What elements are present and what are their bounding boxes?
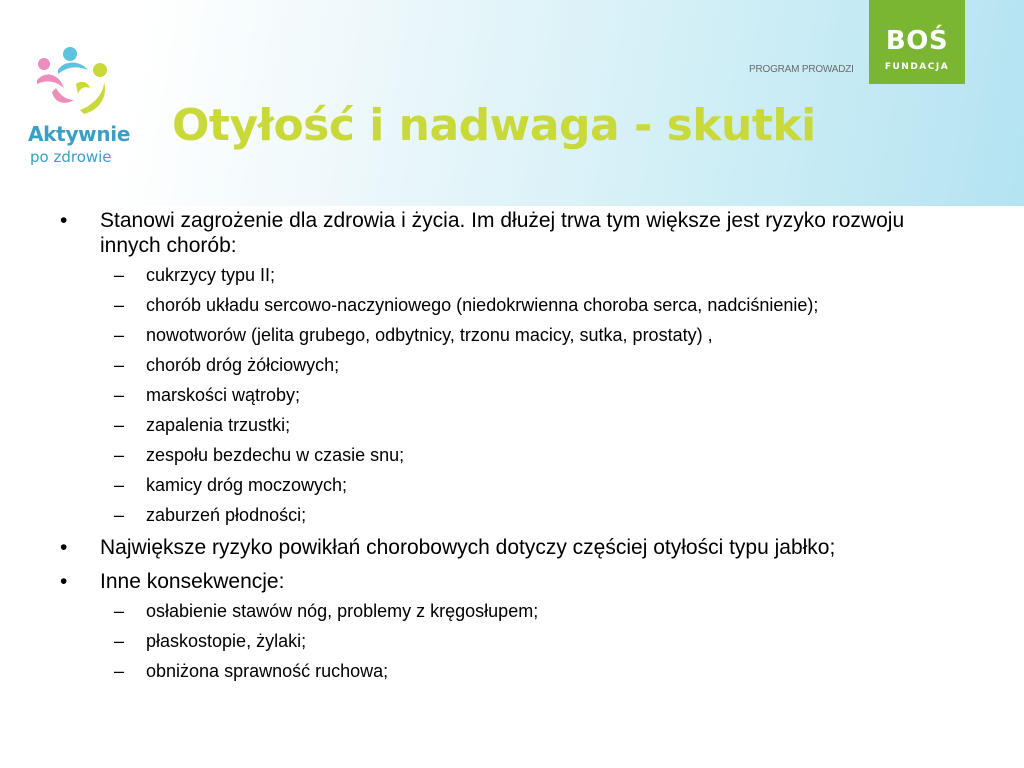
dash-icon: – (114, 385, 125, 405)
sub-item-text: nowotworów (jelita grubego, odbytnicy, trzonu macicy, sutka, prostaty) , (146, 325, 713, 345)
sub-item (100, 384, 956, 406)
sub-item-text: chorób dróg żółciowych; (146, 355, 340, 375)
people-figures-icon (34, 40, 114, 115)
bos-name: BOŚ (885, 26, 949, 56)
sub-item-text: zespołu bezdechu w czasie snu; (146, 445, 405, 465)
bullet-text: Stanowi zagrożenie dla zdrowia i życia. Im dłużej trwa tym większe jest ryzyko rozwoju innych chorób: (100, 209, 905, 257)
sub-item (100, 264, 956, 286)
dash-icon: – (114, 445, 125, 465)
dash-icon: – (114, 355, 125, 375)
slide-title: Otyłość i nadwaga - skutki (172, 100, 816, 151)
sub-item (100, 294, 956, 316)
sub-item-text: cukrzycy typu II; (146, 265, 276, 285)
sub-item (100, 600, 956, 622)
sub-item (100, 324, 956, 346)
bos-subtitle: FUNDACJA (884, 62, 950, 72)
sub-item-text: chorób układu sercowo-naczyniowego (niedokrwienna choroba serca, nadciśnienie); (146, 295, 819, 315)
dash-icon: – (114, 631, 125, 651)
sub-item (100, 660, 956, 682)
dash-icon: – (114, 325, 125, 345)
dash-icon: – (114, 415, 125, 435)
bullet-text: Inne konsekwencje: (100, 570, 285, 593)
sub-item (100, 474, 956, 496)
bullet-text: Największe ryzyko powikłań chorobowych dotyczy częściej otyłości typu jabłko; (100, 536, 836, 559)
program-label: PROGRAM PROWADZI (749, 64, 854, 75)
sub-item-text: marskości wątroby; (146, 385, 301, 405)
sub-item-text: zapalenia trzustki; (146, 415, 291, 435)
sub-list (100, 600, 956, 682)
dash-icon: – (114, 601, 125, 621)
bullet-item (56, 569, 956, 682)
sub-item-text: kamicy dróg moczowych; (146, 475, 348, 495)
bos-foundation-logo (869, 0, 965, 84)
dash-icon: – (114, 661, 125, 681)
bullet-icon: • (60, 209, 68, 232)
campaign-logo (28, 40, 148, 180)
dash-icon: – (114, 295, 125, 315)
dash-icon: – (114, 505, 125, 525)
bullet-item (56, 535, 956, 560)
sub-item-text: płaskostopie, żylaki; (146, 631, 307, 651)
dash-icon: – (114, 265, 125, 285)
content-list (56, 208, 956, 691)
bullet-icon: • (60, 570, 68, 593)
sub-item (100, 354, 956, 376)
sub-item (100, 630, 956, 652)
bullet-item (56, 208, 956, 526)
sub-item-text: obniżona sprawność ruchowa; (146, 661, 389, 681)
sub-item-text: zaburzeń płodności; (146, 505, 307, 525)
sub-item-text: osłabienie stawów nóg, problemy z kręgosłupem; (146, 601, 539, 621)
sub-item (100, 414, 956, 436)
bullet-icon: • (60, 536, 68, 559)
sub-item (100, 504, 956, 526)
sub-item (100, 444, 956, 466)
logo-line-2: po zdrowie (30, 148, 112, 166)
dash-icon: – (114, 475, 125, 495)
sub-list (100, 264, 956, 526)
logo-line-1: Aktywnie (28, 122, 131, 146)
